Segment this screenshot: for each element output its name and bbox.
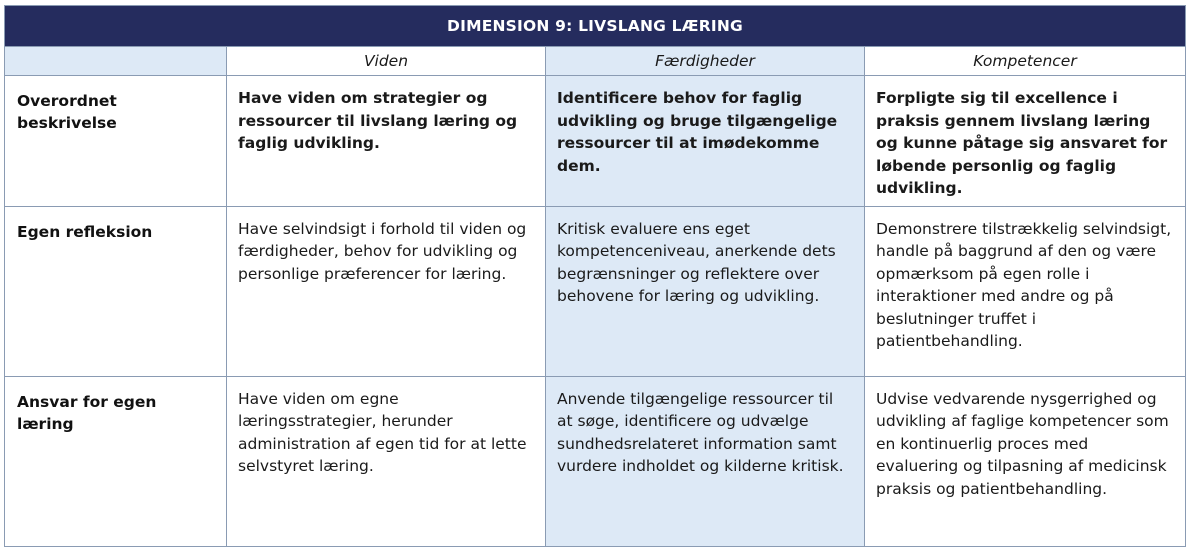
row-label: Egen refleksion (5, 206, 227, 376)
title-row (5, 6, 1186, 47)
competency-table-wrapper (4, 5, 1185, 547)
column-header-row (5, 47, 1186, 76)
cell-kompetencer: Forpligte sig til excellence i praksis gennem livslang læring og kunne påtage sig ansvaret for løbende personlig og faglig udvikling. (865, 76, 1186, 207)
competency-table (4, 5, 1186, 547)
cell-viden: Have selvindsigt i forhold til viden og færdigheder, behov for udvikling og personlige præferencer for læring. (227, 206, 546, 376)
cell-viden: Have viden om egne læringsstrategier, herunder administration af egen tid for at lette selvstyret læring. (227, 376, 546, 546)
table-title: DIMENSION 9: LIVSLANG LÆRING (5, 6, 1186, 47)
table-row (5, 76, 1186, 207)
cell-kompetencer: Demonstrere tilstrækkelig selvindsigt, handle på baggrund af den og være opmærksom på egen rolle i interaktioner med andre og på beslutninger truffet i patientbehandling. (865, 206, 1186, 376)
cell-faerdigheder: Anvende tilgængelige ressourcer til at søge, identificere og udvælge sundhedsrelateret information samt vurdere indholdet og kilderne kritisk. (546, 376, 865, 546)
header-faerdigheder: Færdigheder (546, 47, 865, 76)
header-empty-cell (5, 47, 227, 76)
cell-faerdigheder: Kritisk evaluere ens eget kompetenceniveau, anerkende dets begrænsninger og reflektere over behovene for læring og udvikling. (546, 206, 865, 376)
header-kompetencer: Kompetencer (865, 47, 1186, 76)
cell-kompetencer: Udvise vedvarende nysgerrighed og udvikling af faglige kompetencer som en kontinuerlig proces med evaluering og tilpasning af medicinsk praksis og patientbehandling. (865, 376, 1186, 546)
table-row (5, 376, 1186, 546)
header-viden: Viden (227, 47, 546, 76)
cell-faerdigheder: Identificere behov for faglig udvikling og bruge tilgængelige ressourcer til at imødekomme dem. (546, 76, 865, 207)
cell-viden: Have viden om strategier og ressourcer til livslang læring og faglig udvikling. (227, 76, 546, 207)
row-label: Ansvar for egen læring (5, 376, 227, 546)
table-row (5, 206, 1186, 376)
row-label: Overordnet beskrivelse (5, 76, 227, 207)
